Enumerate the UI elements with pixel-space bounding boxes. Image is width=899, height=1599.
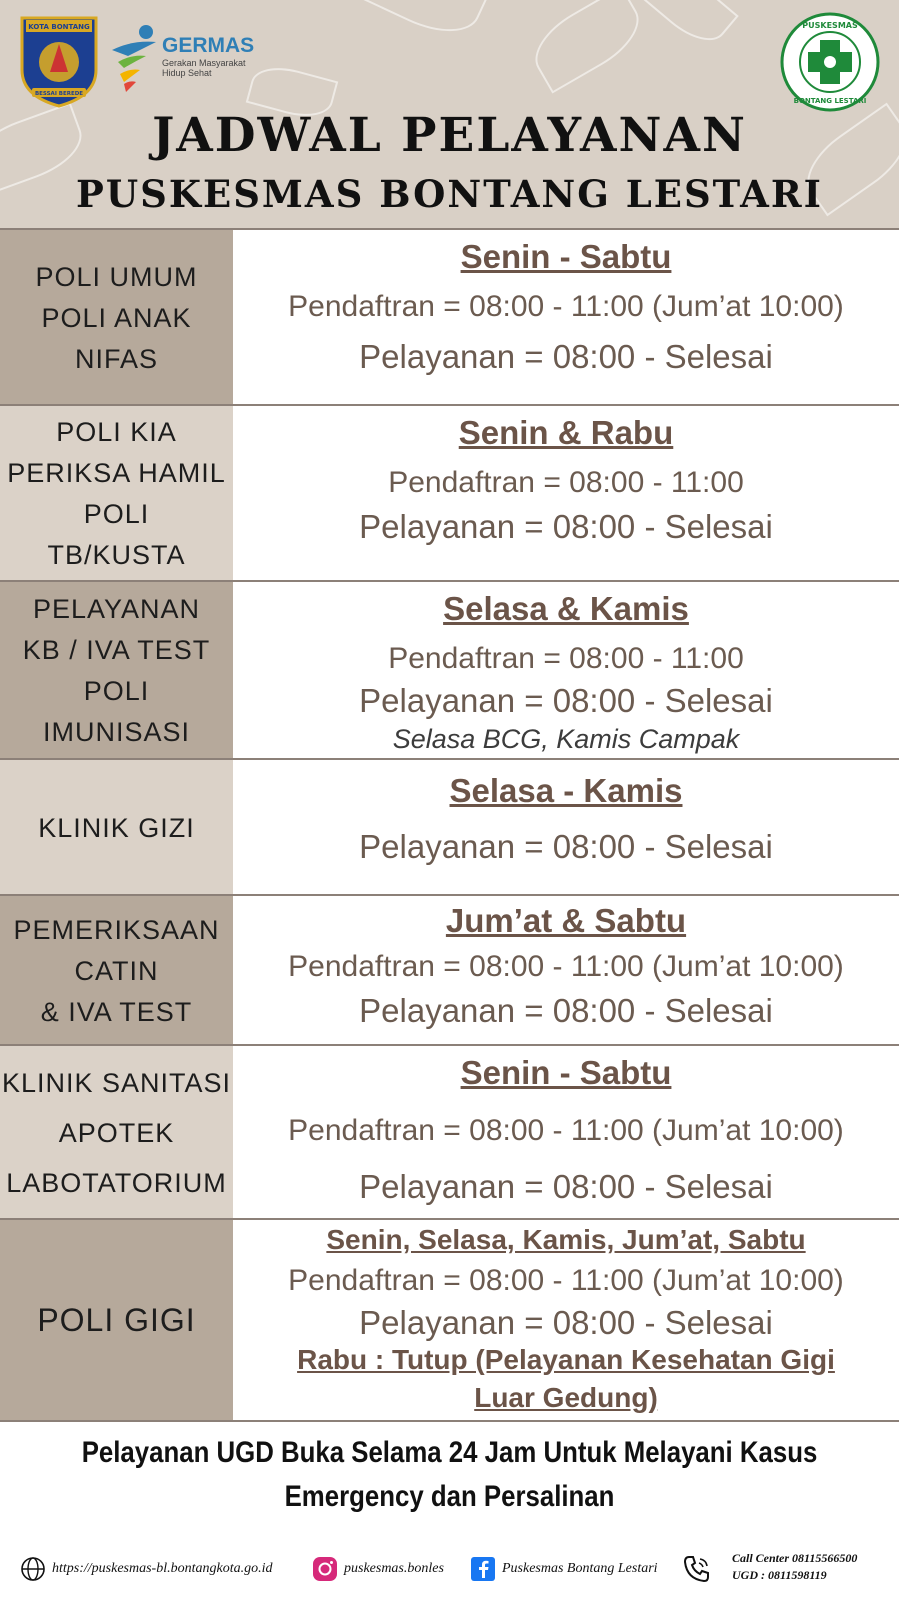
service-hours: Pelayanan = 08:00 - Selesai [359,338,773,375]
website-link[interactable] [20,1553,273,1585]
table-row [0,1218,899,1420]
unit-label: POLI [83,676,150,706]
unit-label: NIFAS [74,343,158,374]
unit-label: & IVA TEST [40,996,193,1027]
service-hours: Pelayanan = 08:00 - Selesai [359,1168,773,1205]
phone-icon [682,1554,712,1584]
puskesmas-logo [780,12,880,112]
unit-label: PEMERIKSAAN [13,914,220,945]
instagram-text: puskesmas.bonles [344,1561,444,1576]
schedule-cell [233,760,899,896]
unit-cell [0,1046,233,1220]
unit-label: POLI GIGI [37,1301,196,1338]
unit-label: POLI ANAK [41,302,192,333]
instagram-icon [312,1556,338,1582]
table-row [0,1044,899,1220]
unit-cell [0,230,233,406]
call-center [732,1550,857,1584]
schedule-cell [233,1220,899,1420]
unit-cell [0,406,233,582]
leaf-decoration [352,0,491,47]
website-text: https://puskesmas-bl.bontangkota.go.id [52,1561,273,1576]
unit-cell [0,582,233,760]
facebook-link[interactable] [470,1553,658,1585]
page-subtitle: PUSKESMAS BONTANG LESTARI [76,172,823,216]
service-hours: Pelayanan = 08:00 - Selesai [359,1304,773,1341]
service-days: Senin - Sabtu [460,238,672,275]
table-row [0,758,899,896]
instagram-link[interactable] [312,1553,444,1585]
registration-hours: Pendaftran = 08:00 - 11:00 [388,466,744,499]
schedule-cell [233,582,899,760]
unit-label: KB / IVA TEST [22,635,211,665]
unit-label: APOTEK [58,1118,175,1148]
facebook-text: Puskesmas Bontang Lestari [502,1561,658,1576]
unit-label: KLINIK SANITASI [1,1068,232,1098]
unit-label: LABOTATORIUM [6,1168,227,1198]
germas-figure-icon [106,22,162,94]
service-hours: Pelayanan = 08:00 - Selesai [359,828,773,865]
svg-text:PUSKESMAS: PUSKESMAS [802,21,858,30]
schedule-cell [233,896,899,1046]
facebook-icon [470,1556,496,1582]
unit-label: POLI UMUM [35,261,198,292]
unit-label: POLI [83,499,150,529]
germas-title: GERMAS [162,34,255,57]
unit-label: CATIN [74,955,159,986]
unit-label: POLI KIA [56,417,177,447]
service-days: Selasa & Kamis [443,590,689,627]
schedule-cell [233,1046,899,1220]
registration-hours: Pendaftran = 08:00 - 11:00 (Jum’at 10:00) [288,290,844,323]
closed-notice: Luar Gedung) [474,1382,658,1413]
service-days: Senin & Rabu [458,414,674,451]
header [0,0,899,228]
closed-notice: Rabu : Tutup (Pelayanan Kesehatan Gigi [297,1344,835,1375]
registration-hours: Pendaftran = 08:00 - 11:00 (Jum’at 10:00) [288,1114,844,1147]
germas-logo [106,22,256,94]
service-hours: Pelayanan = 08:00 - Selesai [359,682,773,719]
svg-text:BONTANG LESTARI: BONTANG LESTARI [793,97,867,105]
registration-hours: Pendaftran = 08:00 - 11:00 (Jum’at 10:00) [288,950,844,983]
unit-label: KLINIK GIZI [38,812,195,843]
kota-bontang-logo [18,14,100,108]
ugd-notice: Pelayanan UGD Buka Selama 24 Jam Untuk Melayani Kasus [81,1436,818,1469]
leaf-decoration [635,0,739,53]
globe-icon [20,1556,46,1582]
ugd-phone-number: UGD : 0811598119 [732,1568,827,1582]
table-row [0,404,899,582]
call-center-number: Call Center 08115566500 [732,1551,858,1565]
registration-hours: Pendaftran = 08:00 - 11:00 [388,642,744,675]
unit-cell [0,760,233,896]
service-days: Selasa - Kamis [449,772,683,809]
svg-text:BESSAI BEREDE: BESSAI BEREDE [34,91,84,97]
service-days: Senin - Sabtu [460,1054,672,1091]
germas-subtitle: Gerakan Masyarakat Hidup Sehat [162,58,246,78]
schedule-cell [233,406,899,582]
leaf-decoration [523,0,651,94]
unit-label: PERIKSA HAMIL [7,458,226,488]
unit-cell [0,896,233,1046]
service-days: Senin, Selasa, Kamis, Jum’at, Sabtu [326,1224,806,1255]
table-row [0,580,899,760]
registration-hours: Pendaftran = 08:00 - 11:00 (Jum’at 10:00) [288,1264,844,1297]
table-row [0,228,899,406]
unit-label: PELAYANAN [32,594,201,624]
svg-text:KOTA BONTANG: KOTA BONTANG [28,23,90,31]
unit-cell [0,1220,233,1420]
service-hours: Pelayanan = 08:00 - Selesai [359,992,773,1029]
unit-label: IMUNISASI [42,717,190,747]
schedule-cell [233,230,899,406]
unit-label: TB/KUSTA [47,540,186,570]
immunization-note: Selasa BCG, Kamis Campak [392,724,740,754]
service-hours: Pelayanan = 08:00 - Selesai [359,508,773,545]
table-row [0,894,899,1046]
ugd-notice: Emergency dan Persalinan [284,1480,615,1513]
page-title: JADWAL PELAYANAN [152,108,747,163]
service-days: Jum’at & Sabtu [445,902,687,939]
